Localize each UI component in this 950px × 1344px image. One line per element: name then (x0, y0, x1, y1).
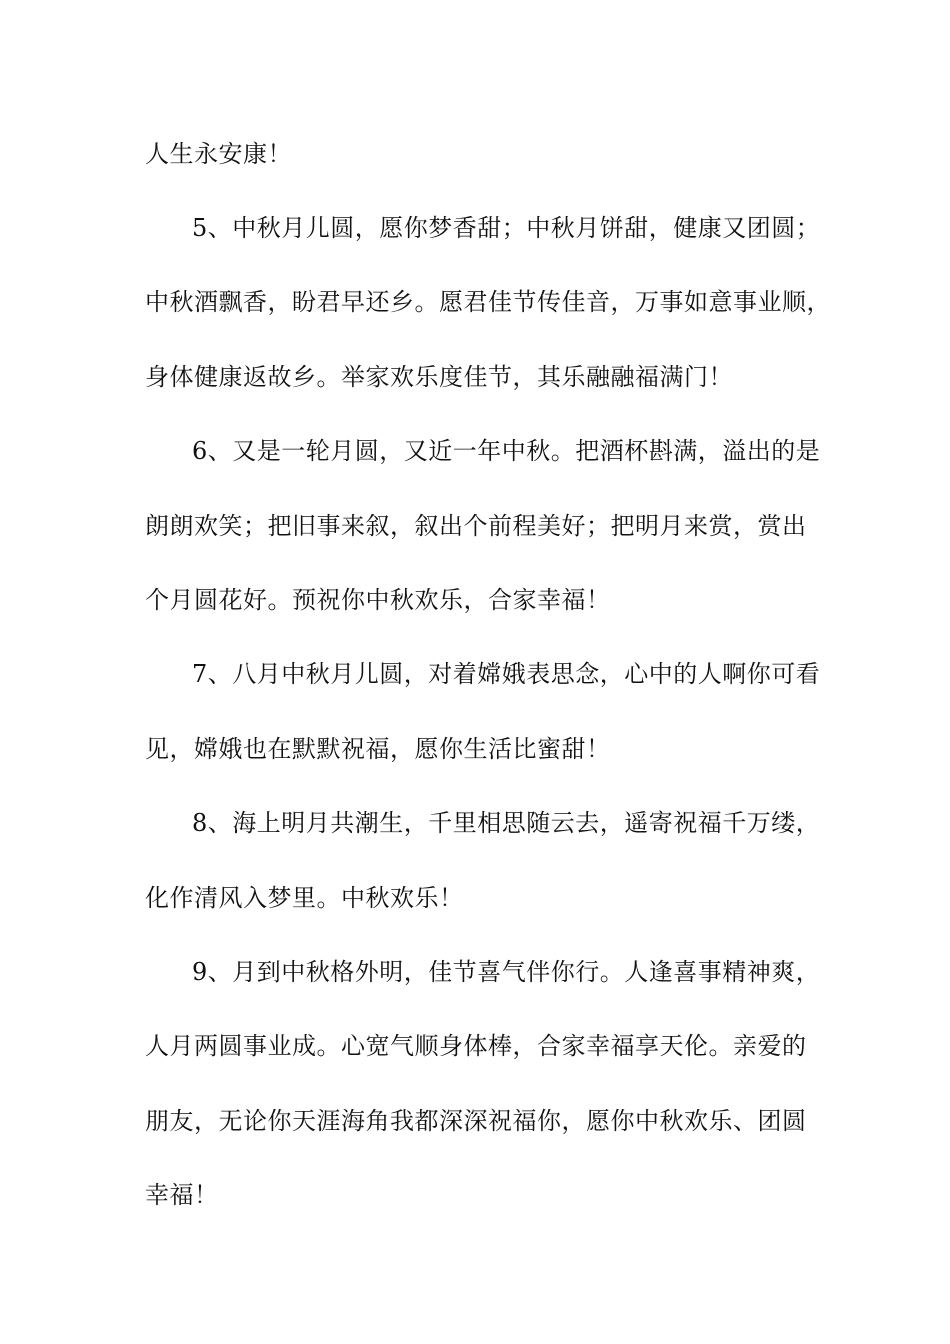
paragraph-7-line-1: 7、八月中秋月儿圆，对着嫦娥表思念，心中的人啊你可看 (192, 660, 821, 688)
text-line: 身体健康返故乡。举家欢乐度佳节，其乐融融福满门！ (145, 363, 733, 391)
paragraph-6-line-1: 6、又是一轮月圆，又近一年中秋。把酒杯斟满，溢出的是 (192, 437, 821, 465)
paragraph-9-line-1: 9、月到中秋格外明，佳节喜气伴你行。人逢喜事精神爽， (192, 958, 821, 986)
paragraph-5-line-1: 5、中秋月儿圆，愿你梦香甜；中秋月饼甜，健康又团圆； (192, 214, 821, 242)
text-line: 见，嫦娥也在默默祝福，愿你生活比蜜甜！ (145, 735, 611, 763)
text-line: 中秋酒飘香，盼君早还乡。愿君佳节传佳音，万事如意事业顺， (145, 288, 831, 316)
text-line: 人生永安康！ (145, 140, 292, 168)
text-line: 朋友，无论你天涯海角我都深深祝福你，愿你中秋欢乐、团圆 (145, 1107, 807, 1135)
text-line: 个月圆花好。预祝你中秋欢乐，合家幸福！ (145, 586, 611, 614)
text-line: 幸福！ (145, 1181, 219, 1209)
text-line: 人月两圆事业成。心宽气顺身体棒，合家幸福享天伦。亲爱的 (145, 1032, 807, 1060)
paragraph-8-line-1: 8、海上明月共潮生，千里相思随云去，遥寄祝福千万缕， (192, 809, 821, 837)
text-line: 朗朗欢笑；把旧事来叙，叙出个前程美好；把明月来赏，赏出 (145, 512, 807, 540)
text-line: 化作清风入梦里。中秋欢乐！ (145, 884, 464, 912)
